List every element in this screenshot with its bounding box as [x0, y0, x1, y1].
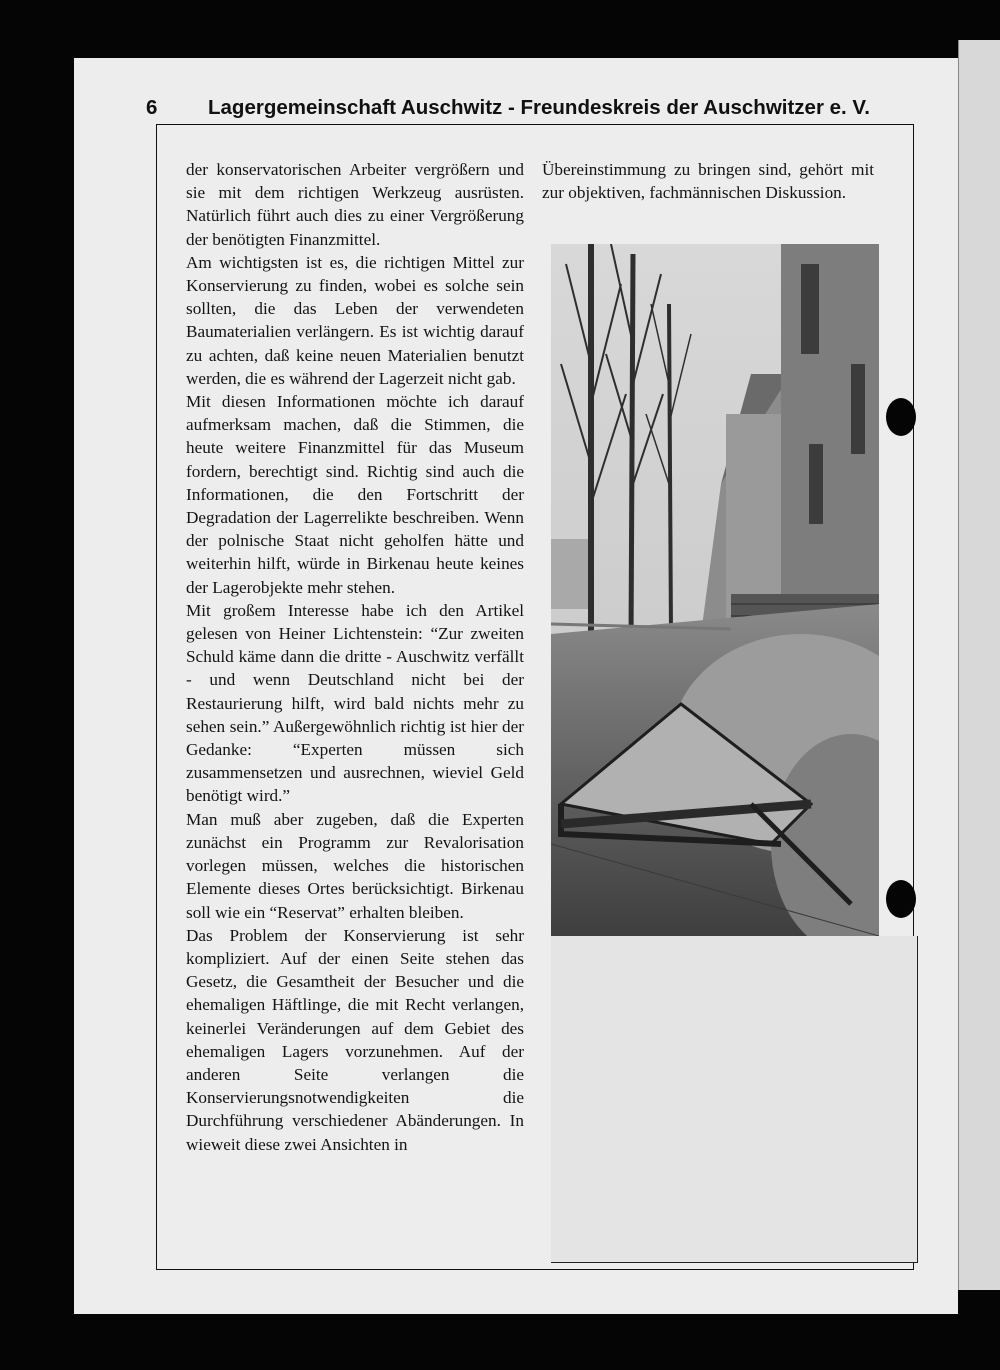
punch-hole	[886, 880, 916, 918]
text-column-right	[542, 158, 874, 204]
paragraph: Am wichtigsten ist es, die richtigen Mittel zur Konservierung zu finden, wobei es solche sein sollten, die das Leben der verwendeten Baumaterialien verlängern. Es ist wichtig darauf zu achten, daß keine neuen Materialien benutzt werden, die es während der Lagerzeit nicht gab.	[186, 252, 524, 388]
paragraph: der konservatorischen Arbeiter vergrößern und sie mit dem richtigen Werkzeug ausrüsten. Natürlich führt auch dies zu einer Vergrößerung der benötigten Finanzmittel.	[186, 160, 524, 249]
paragraph: Mit großem Interesse habe ich den Artikel gelesen von Heiner Lichtenstein: “Zur zweiten Schuld käme dann die dritte - Auschwitz verfällt - und wenn Deutschland nicht bei der Restaurierung hilft, wird bald nichts mehr zu sehen sein.” Außergewöhnlich richtig ist hier der Gedanke: “Experten müssen sich zusammensetzen und ausrechnen, wieviel Geld benötigt wird.”	[186, 600, 524, 806]
page-bottom-area	[551, 936, 918, 1263]
photo-barracks	[551, 244, 879, 936]
paragraph: Das Problem der Konservierung ist sehr kompliziert. Auf der einen Seite stehen das Gesetz, die Gesamtheit der Besucher und die ehemaligen Häftlinge, die mit Recht verlangen, keinerlei Veränderungen auf dem Gebiet des ehemaligen Lagers vorzunehmen. Auf der anderen Seite verlangen die Konservierungsnotwendigkeiten die Durchführung verschiedener Abänderungen. In wieweit diese zwei Ansichten in	[186, 925, 524, 1154]
paragraph: Mit diesen Informationen möchte ich darauf aufmerksam machen, daß die Stimmen, die heute weitere Finanzmittel für das Museum fordern, berechtigt sind. Richtig sind auch die Informationen, die den Fortschritt der Degradation der Lagerrelikte beschreiben. Wenn der polnische Staat nicht geholfen hätte und weiterhin hilft, würde in Birkenau heute keines der Lagerobjekte mehr stehen.	[186, 392, 524, 597]
page-title: Lagergemeinschaft Auschwitz - Freundeskreis der Auschwitzer e. V.	[208, 96, 870, 119]
punch-hole	[886, 398, 916, 436]
document-page	[74, 58, 958, 1314]
paragraph: Übereinstimmung zu bringen sind, gehört mit zur objektiven, fachmännischen Diskussion.	[542, 160, 874, 203]
paragraph: Man muß aber zugeben, daß die Experten zunächst ein Programm zur Revalorisation vorlegen müssen, welches die historischen Elemente dieses Ortes berücksichtigt. Birkenau soll wie ein “Reservat” erhalten bleiben.	[186, 809, 524, 922]
photo-barracks-icon	[551, 244, 879, 936]
page-header	[146, 96, 926, 126]
next-page-edge	[958, 40, 1000, 1290]
page-number: 6	[146, 96, 158, 119]
text-column-left	[186, 158, 524, 1156]
